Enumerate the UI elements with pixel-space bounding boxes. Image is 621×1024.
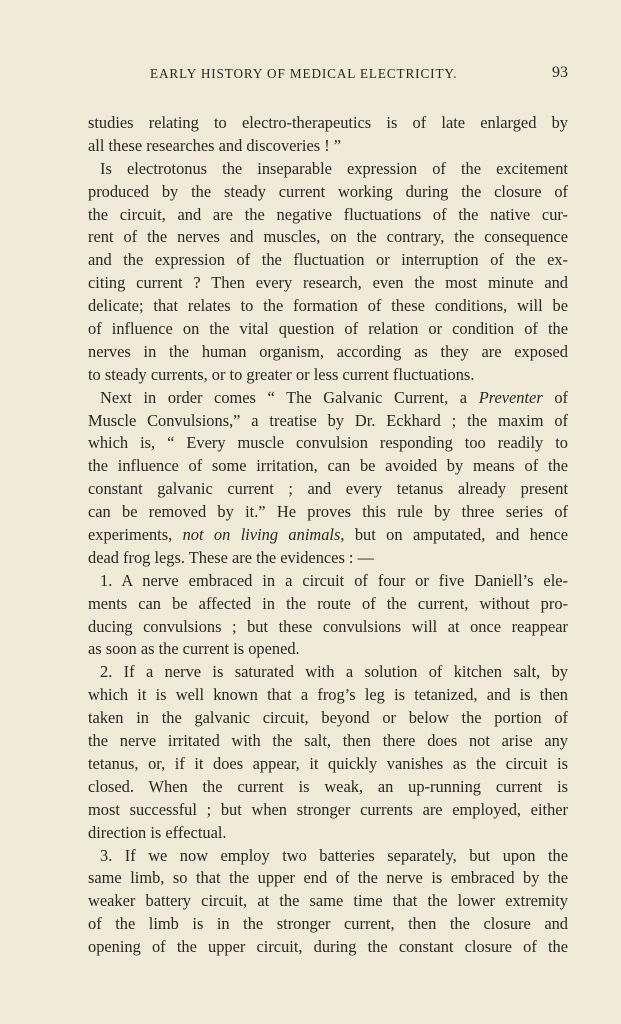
text-line: rent of the nerves and muscles, on the contrary, the consequence [88,227,568,247]
text-line: of the limb is in the stronger current, then the closure and [88,914,568,934]
text-segment: of [542,387,568,407]
text-line: Is electrotonus the inseparable expression of the excitement [100,158,568,178]
text-line: 2. If a nerve is saturated with a solution of kitchen salt, by [100,662,568,682]
running-header [88,66,578,88]
text-line: constant galvanic current ; and every tetanus already present [88,479,568,499]
text-line: weaker battery circuit, at the same time that the lower extremity [88,891,568,911]
text-segment: Next in order comes “ The Galvanic Current, a [100,387,479,407]
text-line: nerves in the human organism, according as they are exposed [88,341,568,361]
text-line [88,524,568,547]
text-line: and the expression of the fluctuation or interruption of the ex- [88,250,568,270]
text-line: 3. If we now employ two batteries separately, but upon the [100,845,568,865]
text-line: citing current ? Then every research, even the most minute and [88,273,568,293]
text-line: ducing convulsions ; but these convulsions will at once reappear [88,616,568,636]
text-line: dead frog legs. These are the evidences : — [88,547,374,567]
text-line: tetanus, or, if it does appear, it quickly vanishes as the circuit is [88,753,568,773]
text-line: opening of the upper circuit, during the constant closure of the [88,937,568,957]
text-line: delicate; that relates to the formation of these conditions, will be [88,296,568,316]
body-text [88,112,568,959]
text-line: most successful ; but when stronger currents are employed, either [88,799,568,819]
text-line: the influence of some irritation, can be avoided by means of the [88,456,568,476]
text-line: taken in the galvanic circuit, beyond or below the portion of [88,708,568,728]
text-line: to steady currents, or to greater or less current fluctuations. [88,364,475,384]
text-line: which it is well known that a frog’s leg is tetanized, and is then [88,685,568,705]
text-line: closed. When the current is weak, an up-running current is [88,776,568,796]
text-segment: experiments, [88,525,183,545]
text-line: the nerve irritated with the salt, then there does not arise any [88,731,568,751]
text-line: 1. A nerve embraced in a circuit of four or five Daniell’s ele- [100,570,568,590]
text-line: which is, “ Every muscle convulsion responding too readily to [88,433,568,453]
text-line: Muscle Convulsions,” a treatise by Dr. Eckhard ; the maxim of [88,410,568,430]
text-line: direction is effectual. [88,822,227,842]
text-line: of influence on the vital question of relation or condition of the [88,319,568,339]
text-line: same limb, so that the upper end of the nerve is embraced by the [88,868,568,888]
text-line: produced by the steady current working during the closure of [88,181,568,201]
text-line: as soon as the current is opened. [88,639,300,659]
text-line: studies relating to electro-therapeutics is of late enlarged by [88,113,568,132]
text-line: ments can be affected in the route of the current, without pro- [88,593,568,613]
page-number: 93 [552,64,568,81]
text-line [88,387,568,410]
running-title: EARLY HISTORY OF MEDICAL ELECTRICITY. [150,66,458,81]
text-line: can be removed by it.” He proves this rule by three series of [88,502,568,522]
text-line: all these researches and discoveries ! ” [88,135,342,155]
text-line: the circuit, and are the negative fluctuations of the native cur- [88,204,568,224]
italic-phrase-not-on-living: not on living animals [182,525,341,545]
text-segment: , but on amputated, and hence [340,525,568,545]
italic-term-preventer: Preventer [478,387,543,407]
